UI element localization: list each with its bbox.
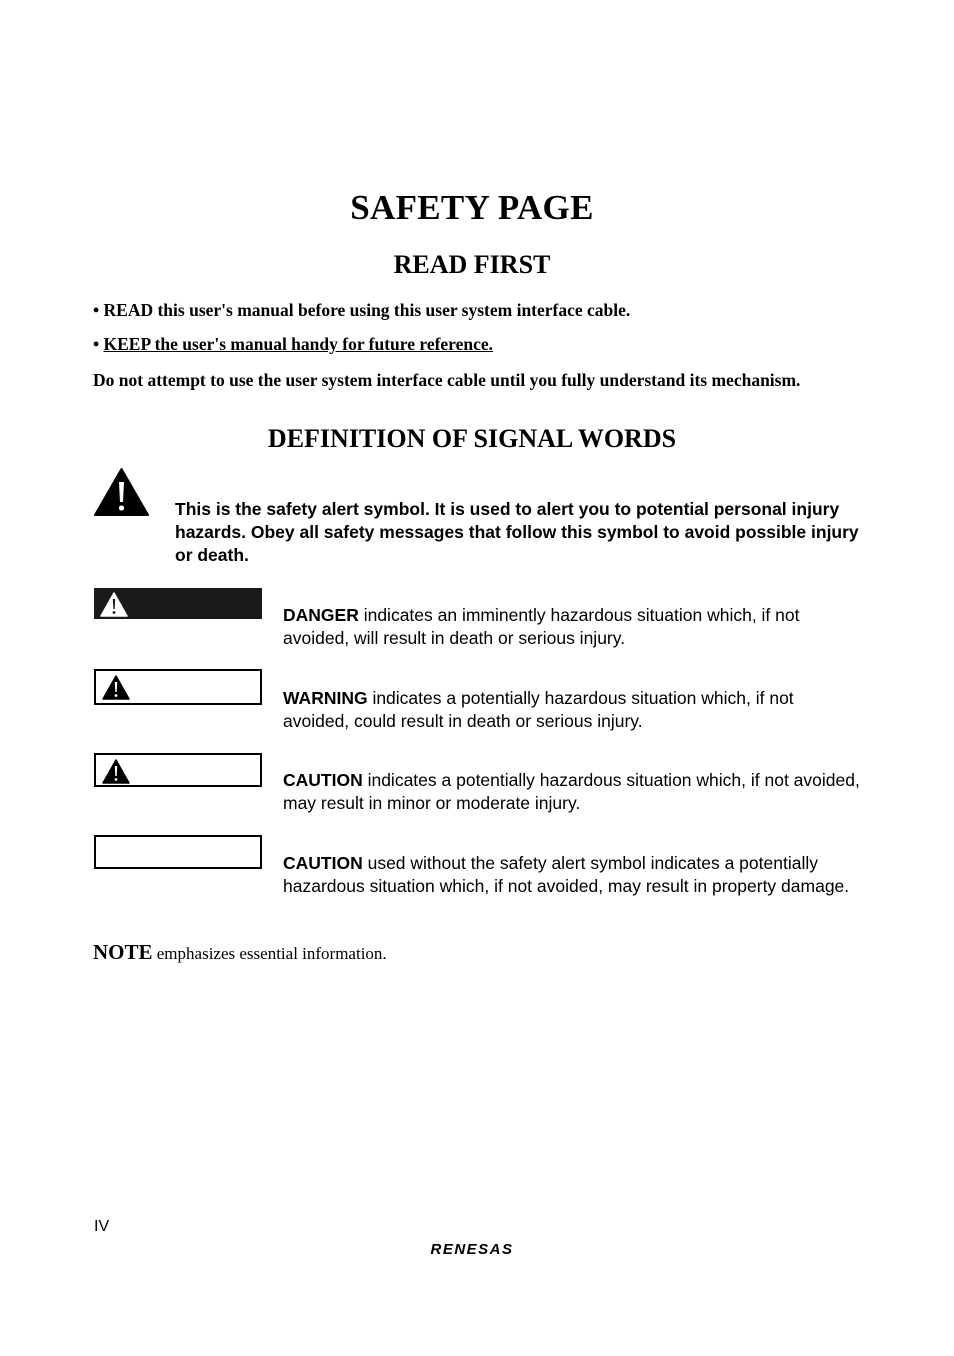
note-text: emphasizes essential information. <box>152 944 387 963</box>
definition-caution-plain <box>283 852 863 898</box>
danger-label-box <box>94 588 262 619</box>
note-line <box>93 940 387 965</box>
bullet-read <box>93 300 630 321</box>
definition-warning <box>283 687 863 733</box>
definition-text: indicates a potentially hazardous situation which, if not avoided, may result in minor or moderate injury. <box>283 770 860 813</box>
signal-word: DANGER <box>283 605 359 625</box>
warning-label-box <box>94 669 262 705</box>
alert-triangle-icon <box>99 591 129 618</box>
definition-text: indicates a potentially hazardous situation which, if not avoided, could result in death or serious injury. <box>283 688 794 731</box>
note-word: NOTE <box>93 940 153 964</box>
alert-triangle-icon <box>101 758 131 785</box>
signal-word: CAUTION <box>283 770 363 790</box>
signal-word: CAUTION <box>283 853 363 873</box>
bullet-marker: • <box>93 334 104 354</box>
definition-caution <box>283 769 863 815</box>
bullet-marker: • <box>93 300 104 320</box>
warning-paragraph: Do not attempt to use the user system interface cable until you fully understand its mechanism. <box>93 370 801 390</box>
caution-plain-label-box <box>94 835 262 869</box>
renesas-logo <box>412 1238 532 1258</box>
safety-alert-icon <box>93 467 150 517</box>
page-number: IV <box>94 1218 110 1235</box>
definition-danger <box>283 604 863 650</box>
bullet-text: KEEP the user's manual handy for future reference. <box>103 334 494 354</box>
signal-word: WARNING <box>283 688 368 708</box>
caution-label-box <box>94 753 262 787</box>
bullet-keep <box>93 334 493 355</box>
alert-symbol-description: This is the safety alert symbol. It is used to alert you to potential personal injury hazards. Obey all safety messages that follow this symbol to avoid possible injury or death. <box>175 499 859 565</box>
logo-text: RENESAS <box>430 1241 514 1258</box>
bullet-text: READ this user's manual before using this user system interface cable. <box>103 300 631 320</box>
section-title: DEFINITION OF SIGNAL WORDS <box>267 424 677 453</box>
definition-text: indicates an imminently hazardous situation which, if not avoided, will result in death or serious injury. <box>283 605 800 648</box>
definition-text: used without the safety alert symbol indicates a potentially hazardous situation which, if not avoided, may result in property damage. <box>283 853 850 896</box>
page-title: SAFETY PAGE <box>350 188 594 227</box>
alert-triangle-icon <box>101 674 131 701</box>
page-subtitle: READ FIRST <box>393 250 551 279</box>
